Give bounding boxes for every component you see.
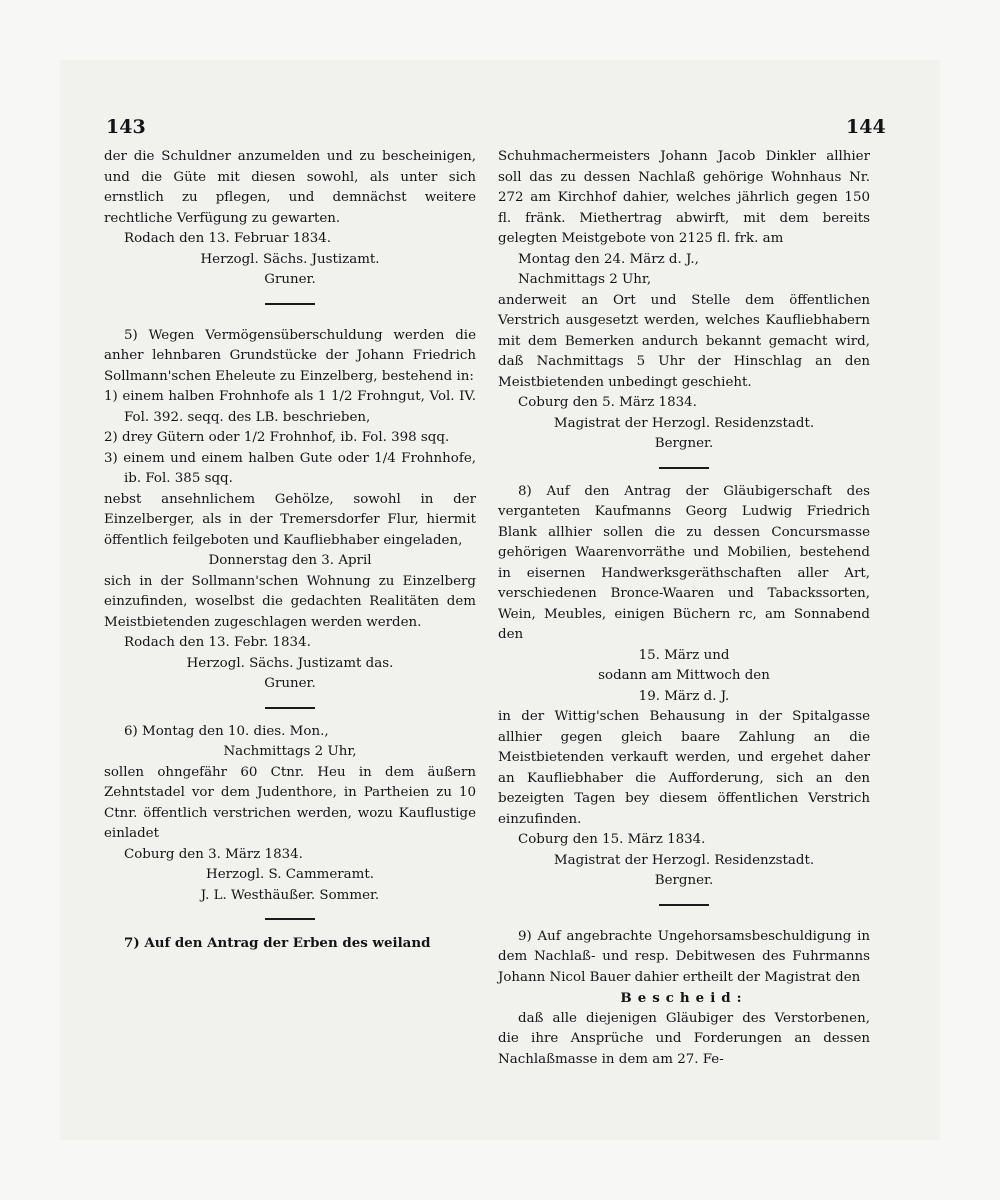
page-number-left: 143 [106,116,146,138]
notice-9-heading: Bescheid: [620,990,748,1006]
notice-5-item-1: 1) einem halben Frohnhofe als 1 1/2 Frohngut, Vol. IV. Fol. 392. seqq. des LB. beschrieben, [104,389,476,425]
notice-5-text: nebst ansehnlichem Gehölze, sowohl in der Einzelberger, als in der Tremersdorfer Flur, hiermit öffentlich feilgeboten und Kaufliebhaber eingeladen, [104,491,476,548]
notice-6-text: sollen ohngefähr 60 Ctnr. Heu in dem äußern Zehntstadel vor dem Judenthore, in Partheien zu 10 Ctnr. öffentlich verstrichen werden, wozu Kauflustige einladet [104,764,476,841]
left-paragraph-1: der die Schuldner anzumelden und zu bescheinigen, und die Güte mit diesen sowohl, als unter sich ernstlich zu pflegen, und demnächst weitere rechtliche Verfügung zu gewarten. [104,149,476,226]
place-date: Coburg den 5. März 1834. [518,395,697,410]
notice-8-text-2: in der Wittig'schen Behausung in der Spitalgasse allhier gegen gleich baare Zahlung an die Meistbietenden verkauft werden, und ergehet daher an Kaufliebhaber die Aufforderung, sich an den bezeigten Tagen bey diesem öffentlichen Verstrich einzufinden. [498,709,870,827]
notice-7-start: 7) Auf den Antrag der Erben des weiland [124,935,431,951]
notice-5-intro: 5) Wegen Vermögensüberschuldung werden die anher lehnbaren Grundstücke der Johann Friedrich Sollmann'schen Eheleute zu Einzelberg, bestehend in: [104,327,476,384]
page-number-right: 144 [846,116,886,138]
notice-6-time: Nachmittags 2 Uhr, [223,744,357,759]
separator-rule [265,707,315,709]
place-date: Rodach den 13. Febr. 1834. [124,635,311,650]
signer: Gruner. [264,272,316,287]
office-name: Magistrat der Herzogl. Residenzstadt. [553,852,815,868]
notice-5-date: Donnerstag den 3. April [208,553,372,568]
separator-rule [659,467,709,469]
notice-5-text-2: sich in der Sollmann'schen Wohnung zu Einzelberg einzufinden, woselbst die gedachten Realitäten dem Meistbietenden zugeschlagen werden werden. [104,573,476,630]
right-column [498,147,870,1070]
office-name: Herzogl. Sächs. Justizamt. [200,251,380,267]
auction-time: Nachmittags 2 Uhr, [518,272,652,287]
signer: Bergner. [654,873,714,888]
place-date: Coburg den 15. März 1834. [518,832,706,847]
auction-date: Montag den 24. März d. J., [518,251,699,267]
notice-9-text-2: daß alle diejenigen Gläubiger des Verstorbenen, die ihre Ansprüche und Forderungen an dessen Nachlaßmasse in dem am 27. Fe- [498,1010,870,1067]
notice-8-date-2: 19. März d. J. [638,688,730,704]
right-paragraph-1: Schuhmachermeisters Johann Jacob Dinkler allhier soll das zu dessen Nachlaß gehörige Wohnhaus Nr. 272 am Kirchhof dahier, welches jährlich gegen 150 fl. fränk. Miethertrag abwirft, mit dem bereits gelegten Meistgebote von 2125 fl. frk. am [498,149,870,246]
signer: Bergner. [654,436,714,451]
notice-8-mid: sodann am Mittwoch den [598,668,770,683]
office-name: Herzogl. S. Cammeramt. [206,867,374,882]
separator-rule [265,918,315,920]
notice-8-text: 8) Auf den Antrag der Gläubigerschaft des verganteten Kaufmanns Georg Ludwig Friedrich Blank allhier sollen die zu dessen Concursmasse gehörigen Waarenvorräthe und Mobilien, bestehend in eisernen Handwerksgeräthschaften aller Art, verschiedenen Bronce-Waaren und Tabackssorten, Wein, Meubles, einigen Büchern rc, am Sonnabend den [498,483,870,642]
signer: J. L. Westhäußer. Sommer. [200,887,380,903]
signer: Gruner. [264,676,316,691]
separator-rule [659,904,709,906]
place-date: Rodach den 13. Februar 1834. [124,231,332,246]
place-date: Coburg den 3. März 1834. [124,846,303,862]
notice-5-item-2: 2) drey Gütern oder 1/2 Frohnhof, ib. Fol. 398 sqq. [104,430,450,445]
notice-8-date-1: 15. März und [638,647,730,663]
office-name: Magistrat der Herzogl. Residenzstadt. [553,415,815,431]
office-name: Herzogl. Sächs. Justizamt das. [186,655,394,671]
separator-rule [265,303,315,305]
right-paragraph-1-text: anderweit an Ort und Stelle dem öffentlichen Verstrich ausgesetzt werden, welches Kaufliebhabern mit dem Bemerken andurch bekannt gemacht wird, daß Nachmittags 5 Uhr der Hinschlag an den Meistbietenden unbedingt geschieht. [498,292,870,390]
notice-6-date: 6) Montag den 10. dies. Mon., [124,723,329,739]
notice-9-text: 9) Auf angebrachte Ungehorsamsbeschuldigung in dem Nachlaß- und resp. Debitwesen des Fuhrmanns Johann Nicol Bauer dahier ertheilt der Magistrat den [498,928,870,985]
notice-5-item-3: 3) einem und einem halben Gute oder 1/4 Frohnhofe, ib. Fol. 385 sqq. [104,450,476,486]
left-column [104,147,476,954]
